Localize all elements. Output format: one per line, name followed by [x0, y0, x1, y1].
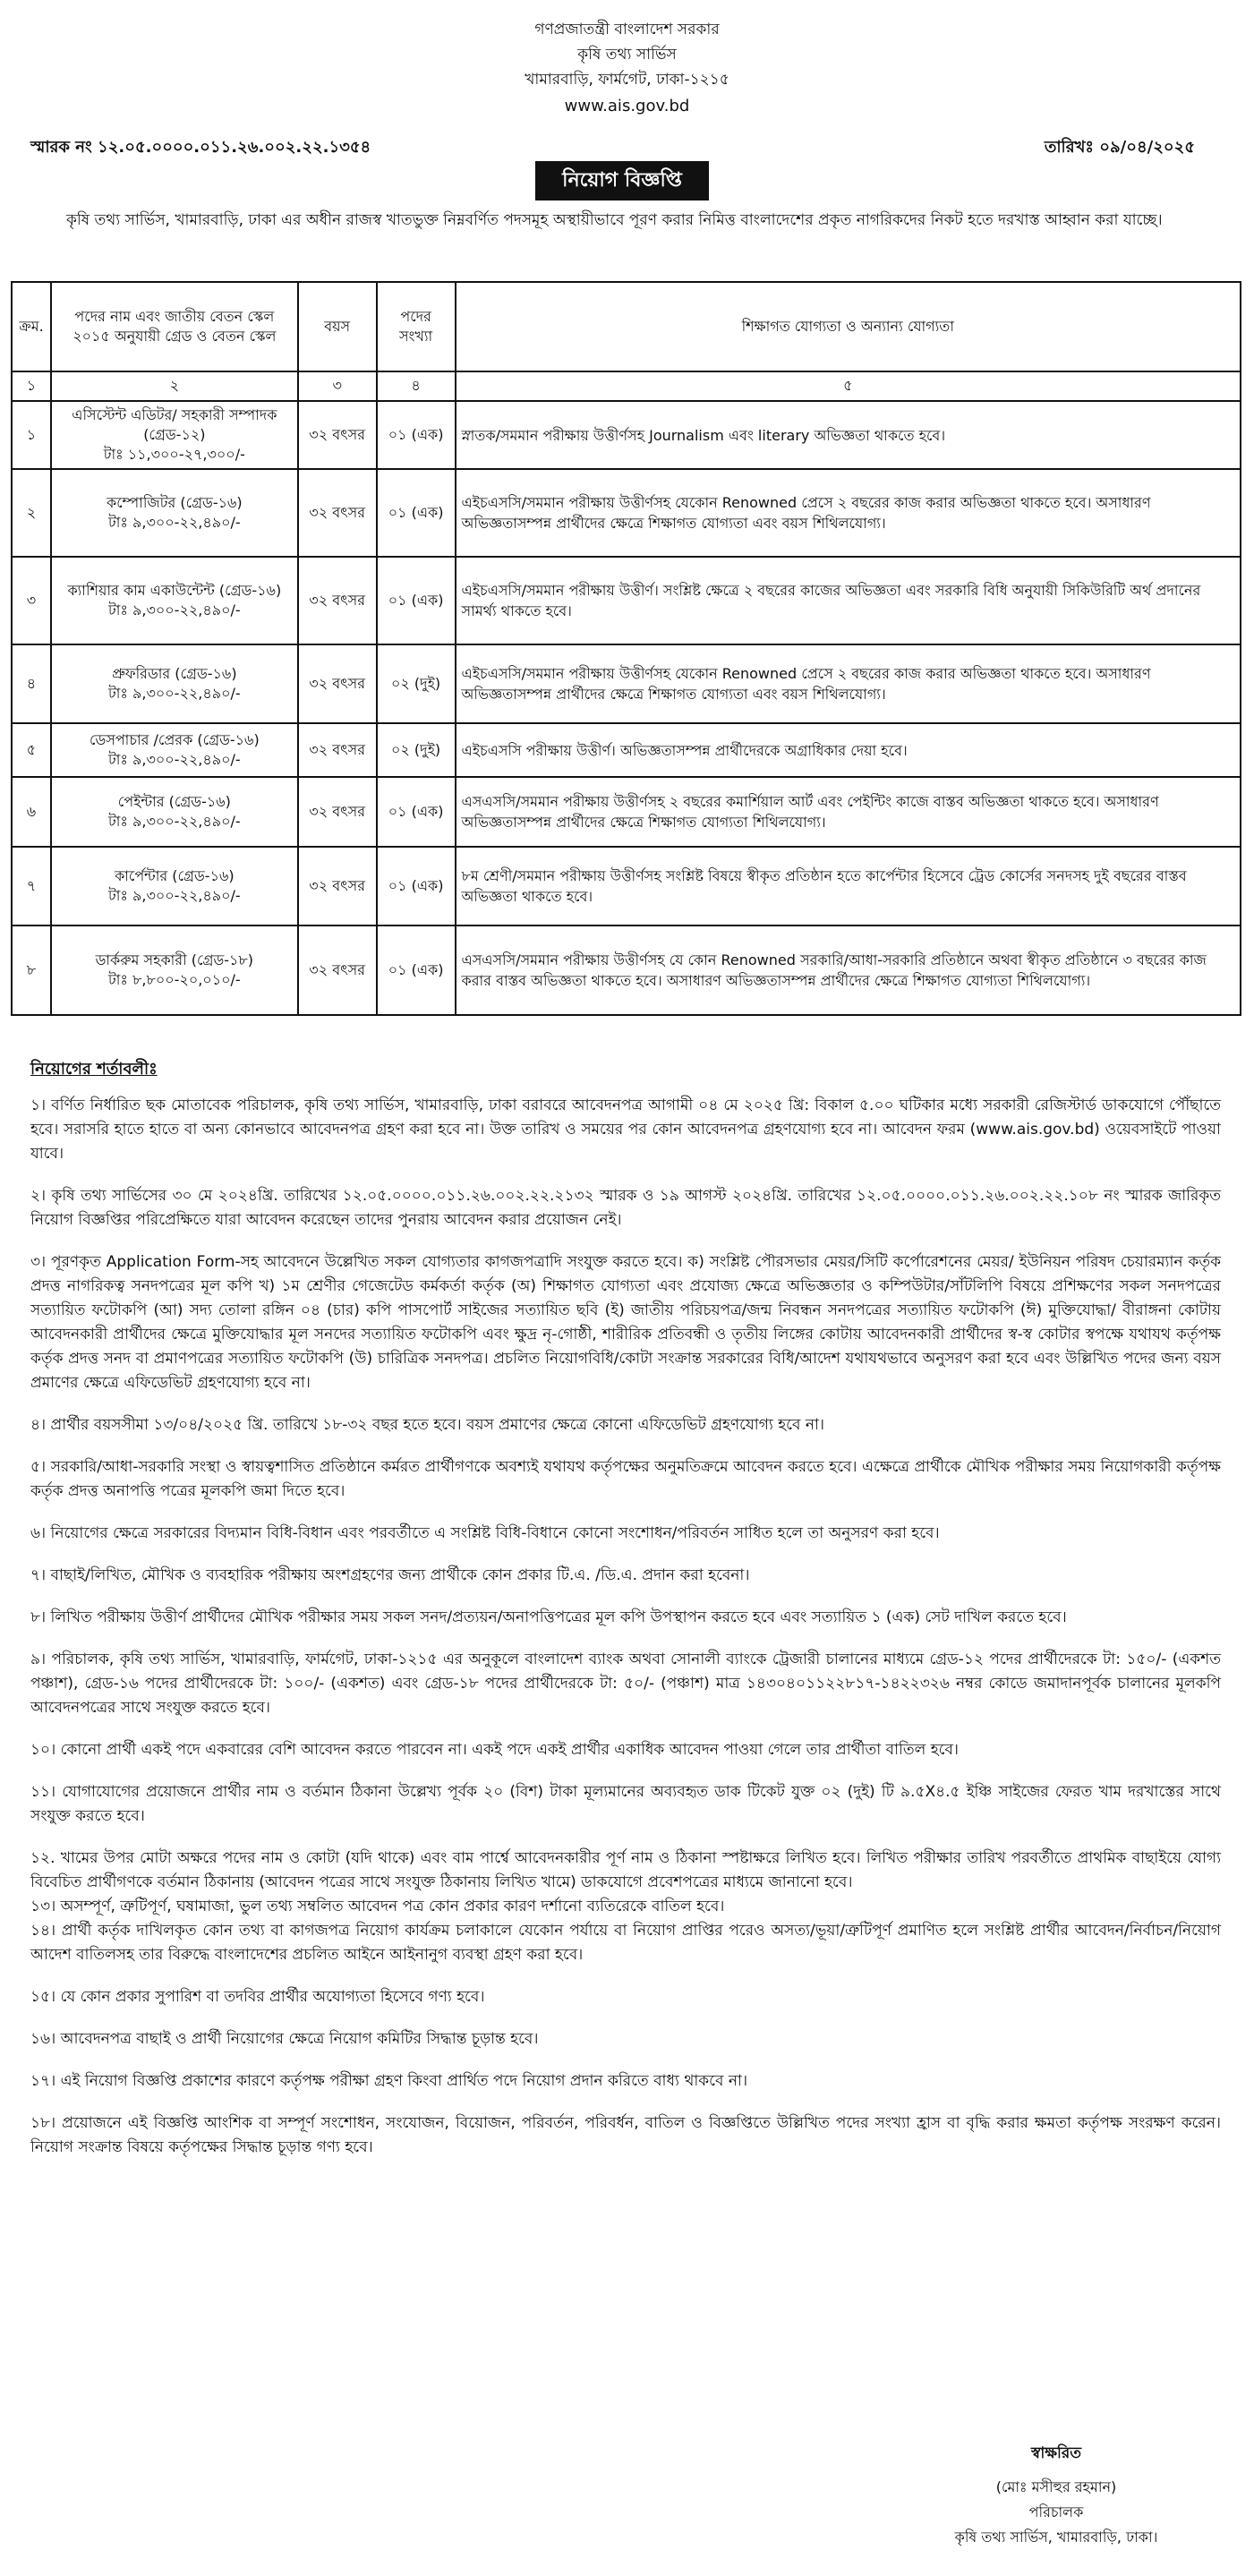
- notice-title: নিয়োগ বিজ্ঞপ্তি: [535, 161, 709, 200]
- signed-label: স্বাক্ষরিত: [1030, 2444, 1082, 2462]
- post-name: কার্পেন্টার (গ্রেড-১৬): [115, 867, 235, 884]
- header-qualification: শিক্ষাগত যোগ্যতা ও অন্যান্য যোগ্যতা: [456, 282, 1241, 371]
- row-count: ০১ (এক): [377, 469, 456, 557]
- row-post: [51, 777, 298, 847]
- row-count: ০২ (দুই): [377, 644, 456, 723]
- row-post: [51, 469, 298, 557]
- post-name: ডেসপাচার /প্রেরক (গ্রেড-১৬): [89, 731, 260, 748]
- row-serial: ৮: [12, 925, 51, 1015]
- row-post: [51, 557, 298, 644]
- condition-item: ১২. খামের উপর মোটা অক্ষরে পদের নাম ও কোটা (যদি থাকে) এবং বাম পার্শ্বে আবেদনকারীর পূর্ণ নাম ও ঠিকানা স্পষ্টাক্ষরে লিখিত হবে। লিখিত পরীক্ষার তারিখ পরবর্তীতে প্রাথমিক বাছাইয়ে যোগ্য বিবেচিত প্রার্থীগণকে বর্তমান ঠিকানায় (আবেদন পত্রের সাথে সংযুক্ত ঠিকানায় লিখিত খামে) ডাকযোগে প্রবেশপত্রের মাধ্যমে জানানো হবে।: [30, 1849, 1221, 1891]
- column-number: ২: [51, 371, 298, 401]
- condition-item: ১০। কোনো প্রার্থী একই পদে একবারের বেশি আবেদন করতে পারবেন না। একই পদে একই প্রার্থীর একাধিক আবেদন পাওয়া গেলে তার প্রার্থীতা বাতিল হবে।: [30, 1741, 959, 1759]
- column-number: ১: [12, 371, 51, 401]
- pay-scale: টাঃ ৯,৩০০-২২,৪৯০/-: [108, 601, 241, 618]
- condition-item: ১৫। যে কোন প্রকার সুপারিশ বা তদবির প্রার্থীর অযোগ্যতা হিসেবে গণ্য হবে।: [30, 1988, 485, 2006]
- row-age: ৩২ বৎসর: [298, 644, 377, 723]
- column-number: ৫: [456, 371, 1241, 401]
- post-name: প্রুফরিডার (গ্রেড-১৬): [112, 665, 237, 682]
- office-address: খামারবাড়ি, ফার্মগেট, ঢাকা-১২১৫: [525, 71, 729, 89]
- post-name: পেইন্টার (গ্রেড-১৬): [117, 793, 231, 810]
- row-age: ৩২ বৎসর: [298, 557, 377, 644]
- condition-item: ৬। নিয়োগের ক্ষেত্রে সরকারের বিদ্যমান বিধি-বিধান এবং পরবর্তীতে এ সংশ্লিষ্ট বিধি-বিধানে কোনো সংশোধন/পরিবর্তন সাধিত হলে তা অনুসরণ করা হবে।: [30, 1524, 940, 1542]
- conditions-title: নিয়োগের শর্তাবলীঃ: [30, 1060, 158, 1079]
- row-post: [51, 401, 298, 469]
- posts-table: [11, 281, 1241, 1016]
- table-row: [12, 557, 1241, 644]
- table-row: [12, 401, 1241, 469]
- row-age: ৩২ বৎসর: [298, 847, 377, 925]
- condition-item: ১৪। প্রার্থী কর্তৃক দাখিলকৃত কোন তথ্য বা কাগজপত্র নিয়োগ কার্যক্রম চলাকালে যেকোন পর্যায়ে বা নিয়োগ প্রাপ্তির পরেও অসত্য/ভূয়া/ত্রুটিপূর্ণ প্রমাণিত হলে সংশ্লিষ্ট প্রার্থীর আবেদন/নির্বাচন/নিয়োগ আদেশ বাতিলসহ তার বিরুদ্ধে বাংলাদেশের প্রচলিত আইনে আইনানুগ ব্যবস্থা গ্রহণ করা হবে।: [30, 1922, 1221, 1964]
- row-qualification: এসএসসি/সমমান পরীক্ষায় উত্তীর্ণসহ যে কোন Renowned সরকারি/আধা-সরকারি প্রতিষ্ঠানে অথবা স্বীকৃত প্রতিষ্ঠানে ৩ বছরের কাজ করার বাস্তব অভিজ্ঞতা থাকতে হবে। অসাধারণ অভিজ্ঞতাসম্পন্ন প্রার্থীদের ক্ষেত্রে শিক্ষাগত যোগ্যতা শিথিলযোগ্য।: [456, 925, 1241, 1015]
- row-serial: ৩: [12, 557, 51, 644]
- header-serial: ক্রম.: [12, 282, 51, 371]
- row-qualification: এইচএসসি/সমমান পরীক্ষায় উত্তীর্ণসহ যেকোন Renowned প্রেসে ২ বছরের কাজ করার অভিজ্ঞতা থাকতে হবে। অসাধারণ অভিজ্ঞতাসম্পন্ন প্রার্থীদের ক্ষেত্রে শিক্ষাগত যোগ্যতা এবং বয়স শিথিলযোগ্য।: [456, 469, 1241, 557]
- table-row: [12, 723, 1241, 777]
- pay-scale: টাঃ ৯,৩০০-২২,৪৯০/-: [108, 514, 241, 531]
- row-age: ৩২ বৎসর: [298, 469, 377, 557]
- header-post-count: পদের সংখ্যা: [377, 282, 456, 371]
- intro-paragraph: কৃষি তথ্য সার্ভিস, খামারবাড়ি, ঢাকা এর অধীন রাজস্ব খাতভুক্ত নিম্নবর্ণিত পদসমূহ অস্থায়ীভাবে পূরণ করার নিমিত্ত বাংলাদেশের প্রকৃত নাগরিকদের নিকট হতে দরখাস্ত আহ্বান করা যাচ্ছে।: [66, 211, 1163, 229]
- row-count: ০১ (এক): [377, 401, 456, 469]
- condition-item: ৭। বাছাই/লিখিত, মৌখিক ও ব্যবহারিক পরীক্ষায় অংশগ্রহণের জন্য প্রার্থীকে কোন প্রকার টি.এ. /ডি.এ. প্রদান করা হবেনা।: [30, 1566, 750, 1584]
- pay-scale: টাঃ ১১,৩০০-২৭,৩০০/-: [103, 446, 245, 463]
- condition-item: ১৬। আবেদনপত্র বাছাই ও প্রার্থী নিয়োগের ক্ষেত্রে নিয়োগ কমিটির সিদ্ধান্ত চূড়ান্ত হবে।: [30, 2030, 539, 2048]
- post-name: ক্যাশিয়ার কাম একাউন্টেন্ট (গ্রেড-১৬): [67, 582, 282, 599]
- row-qualification: এসএসসি/সমমান পরীক্ষায় উত্তীর্ণসহ ২ বছরের কমার্শিয়াল আর্ট এবং পেইন্টিং কাজে বাস্তব অভিজ্ঞতা থাকতে হবে। অসাধারণ অভিজ্ঞতাসম্পন্ন প্রার্থীদের ক্ষেত্রে শিক্ষাগত যোগ্যতা শিথিলযোগ্য।: [456, 777, 1241, 847]
- post-name: এসিস্টেন্ট এডিটর/ সহকারী সম্পাদক (গ্রেড-১২): [72, 406, 277, 443]
- pay-scale: টাঃ ৯,৩০০-২২,৪৯০/-: [108, 813, 241, 830]
- condition-item: ৯। পরিচালক, কৃষি তথ্য সার্ভিস, খামারবাড়ি, ফার্মগেট, ঢাকা-১২১৫ এর অনুকূলে বাংলাদেশ ব্যাংক অথবা সোনালী ব্যাংকে ট্রেজারী চালানের মাধ্যমে গ্রেড-১২ পদের প্রার্থীদেরকে টা: ১৫০/- (একশত পঞ্চাশ), গ্রেড-১৬ পদের প্রার্থীদেরকে টা: ১০০/- (একশত) এবং গ্রেড-১৮ পদের প্রার্থীদেরকে টা: ৫০/- (পঞ্চাশ) মাত্র ১৪৩০৪০১১২২৮১৭-১৪২২৩২৬ নম্বর কোডে জমাদানপূর্বক চালানের মূলকপি আবেদনপত্রের সাথে সংযুক্ত করতে হবে।: [30, 1651, 1221, 1717]
- condition-item: ১৭। এই নিয়োগ বিজ্ঞপ্তি প্রকাশের কারণে কর্তৃপক্ষ পরীক্ষা গ্রহণ কিংবা প্রার্থিত পদে নিয়োগ প্রদান করিতে বাধ্য থাকবে না।: [30, 2072, 748, 2090]
- row-serial: ৬: [12, 777, 51, 847]
- government-name: গণপ্রজাতন্ত্রী বাংলাদেশ সরকার: [534, 21, 720, 38]
- pay-scale: টাঃ ৮,৮০০-২০,০১০/-: [108, 971, 241, 988]
- row-count: ০১ (এক): [377, 847, 456, 925]
- row-qualification: এইচএসসি পরীক্ষায় উত্তীর্ণ। অভিজ্ঞতাসম্পন্ন প্রার্থীদেরকে অগ্রাধিকার দেয়া হবে।: [456, 723, 1241, 777]
- signatory-office: কৃষি তথ্য সার্ভিস, খামারবাড়ি, ঢাকা।: [954, 2529, 1158, 2546]
- notice-date: তারিখঃ ০৯/০৪/২০২৫: [1044, 138, 1195, 157]
- row-serial: ৭: [12, 847, 51, 925]
- row-count: ০১ (এক): [377, 925, 456, 1015]
- column-number-row: [12, 371, 1241, 401]
- table-row: [12, 847, 1241, 925]
- table-header-row: [12, 282, 1241, 371]
- condition-item: ১১। যোগাযোগের প্রয়োজনে প্রার্থীর নাম ও বর্তমান ঠিকানা উল্লেখ্য পূর্বক ২০ (বিশ) টাকা মূল্যমানের অব্যবহৃত ডাক টিকেট যুক্ত ০২ (দুই) টি ৯.৫X৪.৫ ইঞ্চি সাইজের ফেরত খাম দরখাস্তের সাথে সংযুক্ত করতে হবে।: [30, 1783, 1221, 1825]
- row-qualification: এইচএসসি/সমমান পরীক্ষায় উত্তীর্ণসহ যেকোন Renowned প্রেসে ২ বছরের কাজ করার অভিজ্ঞতা থাকতে হবে। অসাধারণ অভিজ্ঞতাসম্পন্ন প্রার্থীদের ক্ষেত্রে শিক্ষাগত যোগ্যতা এবং বয়স শিথিলযোগ্য।: [456, 644, 1241, 723]
- condition-item: ৮। লিখিত পরীক্ষায় উত্তীর্ণ প্রার্থীদের মৌখিক পরীক্ষার সময় সকল সনদ/প্রত্যয়ন/অনাপত্তিপত্রের মূল কপি উপস্থাপন করতে হবে এবং সত্যায়িত ১ (এক) সেট দাখিল করতে হবে।: [30, 1608, 1067, 1626]
- column-number: ৪: [377, 371, 456, 401]
- header-age: বয়স: [298, 282, 377, 371]
- row-count: ০১ (এক): [377, 557, 456, 644]
- row-qualification: ৮ম শ্রেণী/সমমান পরীক্ষায় উত্তীর্ণসহ সংশ্লিষ্ট বিষয়ে স্বীকৃত প্রতিষ্ঠান হতে কার্পেন্টার হিসেবে ট্রেড কোর্সের সনদসহ দুই বছরের বাস্তব অভিজ্ঞতা থাকতে হবে।: [456, 847, 1241, 925]
- column-number: ৩: [298, 371, 377, 401]
- row-age: ৩২ বৎসর: [298, 777, 377, 847]
- row-qualification: এইচএসসি/সমমান পরীক্ষায় উত্তীর্ণ। সংশ্লিষ্ট ক্ষেত্রে ২ বছরের কাজের অভিজ্ঞতা এবং সরকারি বিধি অনুযায়ী সিকিউরিটি অর্থ প্রদানের সামর্থ্য থাকতে হবে।: [456, 557, 1241, 644]
- header-post-name: পদের নাম এবং জাতীয় বেতন স্কেল ২০১৫ অনুযায়ী গ্রেড ও বেতন স্কেল: [51, 282, 298, 371]
- row-serial: ২: [12, 469, 51, 557]
- post-name: ডার্করুম সহকারী (গ্রেড-১৮): [95, 951, 254, 968]
- row-count: ০১ (এক): [377, 777, 456, 847]
- condition-item: ১। বর্ণিত নির্ধারিত ছক মোতাবেক পরিচালক, কৃষি তথ্য সার্ভিস, খামারবাড়ি, ঢাকা বরাবরে আবেদনপত্র আগামী ০৪ মে ২০২৫ খ্রি: বিকাল ৫.০০ ঘটিকার মধ্যে সরকারী রেজিস্টার্ড ডাকযোগে পৌঁছাতে হবে। সরাসরি হাতে হাতে বা অন্য কোনভাবে আবেদনপত্র গ্রহণ করা হবে না। উক্ত তারিখ ও সময়ের পর কোন আবেদনপত্র গ্রহণযোগ্য হবে না। আবেদন ফরম (www.ais.gov.bd) ওয়েবসাইটে পাওয়া যাবে।: [30, 1096, 1221, 1163]
- condition-item: ৪। প্রার্থীর বয়সসীমা ১৩/০৪/২০২৫ খ্রি. তারিখে ১৮-৩২ বছর হতে হবে। বয়স প্রমাণের ক্ষেত্রে কোনো এফিডেভিট গ্রহণযোগ্য হবে না।: [30, 1416, 824, 1434]
- table-row: [12, 925, 1241, 1015]
- row-age: ৩২ বৎসর: [298, 401, 377, 469]
- pay-scale: টাঃ ৯,৩০০-২২,৪৯০/-: [108, 887, 241, 904]
- row-age: ৩২ বৎসর: [298, 723, 377, 777]
- row-post: [51, 847, 298, 925]
- row-age: ৩২ বৎসর: [298, 925, 377, 1015]
- row-serial: ১: [12, 401, 51, 469]
- row-serial: ৫: [12, 723, 51, 777]
- office-name: কৃষি তথ্য সার্ভিস: [577, 46, 677, 64]
- post-name: কম্পোজিটর (গ্রেড-১৬): [107, 494, 243, 511]
- table-row: [12, 644, 1241, 723]
- row-post: [51, 644, 298, 723]
- row-qualification: স্নাতক/সমমান পরীক্ষায় উত্তীর্ণসহ Journalism এবং literary অভিজ্ঞতা থাকতে হবে।: [456, 401, 1241, 469]
- conditions-list: [30, 1094, 1221, 2178]
- table-row: [12, 469, 1241, 557]
- pay-scale: টাঃ ৯,৩০০-২২,৪৯০/-: [108, 751, 241, 768]
- condition-item: ২। কৃষি তথ্য সার্ভিসের ৩০ মে ২০২৪খ্রি. তারিখের ১২.০৫.০০০০.০১১.২৬.০০২.২২.২১৩২ স্মারক ও ১৯ আগস্ট ২০২৪খ্রি. তারিখের ১২.০৫.০০০০.০১১.২৬.০০২.২২.১০৮ নং স্মারক জারিকৃত নিয়োগ বিজ্ঞপ্তির পরিপ্রেক্ষিতে যারা আবেদন করেছেন তাদের পুনরায় আবেদন করার প্রয়োজন নেই।: [30, 1187, 1221, 1229]
- website-link[interactable]: www.ais.gov.bd: [564, 97, 690, 115]
- condition-item: ৩। পূরণকৃত Application Form-সহ আবেদনে উল্লেখিত সকল যোগ্যতার কাগজপত্রাদি সংযুক্ত করতে হবে। ক) সংশ্লিষ্ট পৌরসভার মেয়র/সিটি কর্পোরেশনের মেয়র/ ইউনিয়ন পরিষদ চেয়ারম্যান কর্তৃক প্রদত্ত নাগরিকত্ব সনদপত্রের মূল কপি খ) ১ম শ্রেণীর গেজেটেড কর্মকর্তা কর্তৃক (অ) শিক্ষাগত যোগ্যতা এবং প্রযোজ্য ক্ষেত্রে অভিজ্ঞতার ও কম্পিউটার/সাঁটলিপি বিষয়ে প্রশিক্ষণের সকল সনদপত্রের সত্যায়িত ফটোকপি (আ) সদ্য তোলা রঙ্গিন ০৪ (চার) কপি পাসপোর্ট সাইজের সত্যায়িত ছবি (ই) জাতীয় পরিচয়পত্র/জন্ম নিবন্ধন সনদপত্রের সত্যায়িত ফটোকপি (ঈ) মুক্তিযোদ্ধা/ বীরাঙ্গনা কোটায় আবেদনকারী প্রার্থীদের ক্ষেত্রে মুক্তিযোদ্ধার মূল সনদের সত্যায়িত ফটোকপি এবং ক্ষুদ্র নৃ-গোষ্ঠী, শারীরিক প্রতিবন্ধী ও তৃতীয় লিঙ্গের কোটায় আবেদনকারী প্রার্থীদের স্ব-স্ব কোটার স্বপক্ষে যথাযথ কর্তৃপক্ষ কর্তৃক প্রদত্ত সনদ বা প্রমাণপত্রের সত্যায়িত ফটোকপি (উ) চারিত্রিক সনদপত্র। প্রচলিত নিয়োগবিধি/কোটা সংক্রান্ত সরকারের বিধি/আদেশ যথাযথভাবে অনুসরণ করা হবে এবং উল্লিখিত পদের জন্য বয়স প্রমাণের ক্ষেত্রে এফিডেভিট গ্রহণযোগ্য হবে না।: [30, 1253, 1221, 1392]
- table-row: [12, 777, 1241, 847]
- row-post: [51, 723, 298, 777]
- row-post: [51, 925, 298, 1015]
- memo-number: স্মারক নং ১২.০৫.০০০০.০১১.২৬.০০২.২২.১৩৫৪: [30, 138, 371, 157]
- pay-scale: টাঃ ৯,৩০০-২২,৪৯০/-: [108, 685, 241, 702]
- condition-item: ১৩। অসম্পূর্ণ, ত্রুটিপূর্ণ, ঘষামাজা, ভুল তথ্য সম্বলিত আবেদন পত্র কোন প্রকার কারণ দর্শানো ব্যতিরেকে বাতিল হবে।: [30, 1898, 725, 1915]
- signatory-designation: পরিচালক: [1028, 2503, 1084, 2521]
- row-count: ০২ (দুই): [377, 723, 456, 777]
- condition-item: ১৮। প্রয়োজনে এই বিজ্ঞপ্তি আংশিক বা সম্পূর্ণ সংশোধন, সংযোজন, বিয়োজন, পরিবর্তন, পরিবর্ধন, বাতিল ও বিজ্ঞপ্তিতে উল্লিখিত পদের সংখ্যা হ্রাস বা বৃদ্ধি করার ক্ষমতা কর্তৃপক্ষ সংরক্ষণ করেন। নিয়োগ সংক্রান্ত বিষয়ে কর্তৃপক্ষের সিদ্ধান্ত চূড়ান্ত গণ্য হবে।: [30, 2114, 1221, 2156]
- row-serial: ৪: [12, 644, 51, 723]
- signatory-name: (মোঃ মসীহুর রহমান): [995, 2478, 1117, 2495]
- condition-item: ৫। সরকারি/আধা-সরকারি সংস্থা ও স্বায়ত্বশাসিত প্রতিষ্ঠানে কর্মরত প্রার্থীগণকে অবশ্যই যথাযথ কর্তৃপক্ষের অনুমতিক্রমে আবেদন করতে হবে। এক্ষেত্রে প্রার্থীকে মৌখিক পরীক্ষার সময় নিয়োগকারী কর্তৃপক্ষ কর্তৃক প্রদত্ত অনাপত্তি পত্রের মূলকপি জমা দিতে হবে।: [30, 1458, 1221, 1500]
